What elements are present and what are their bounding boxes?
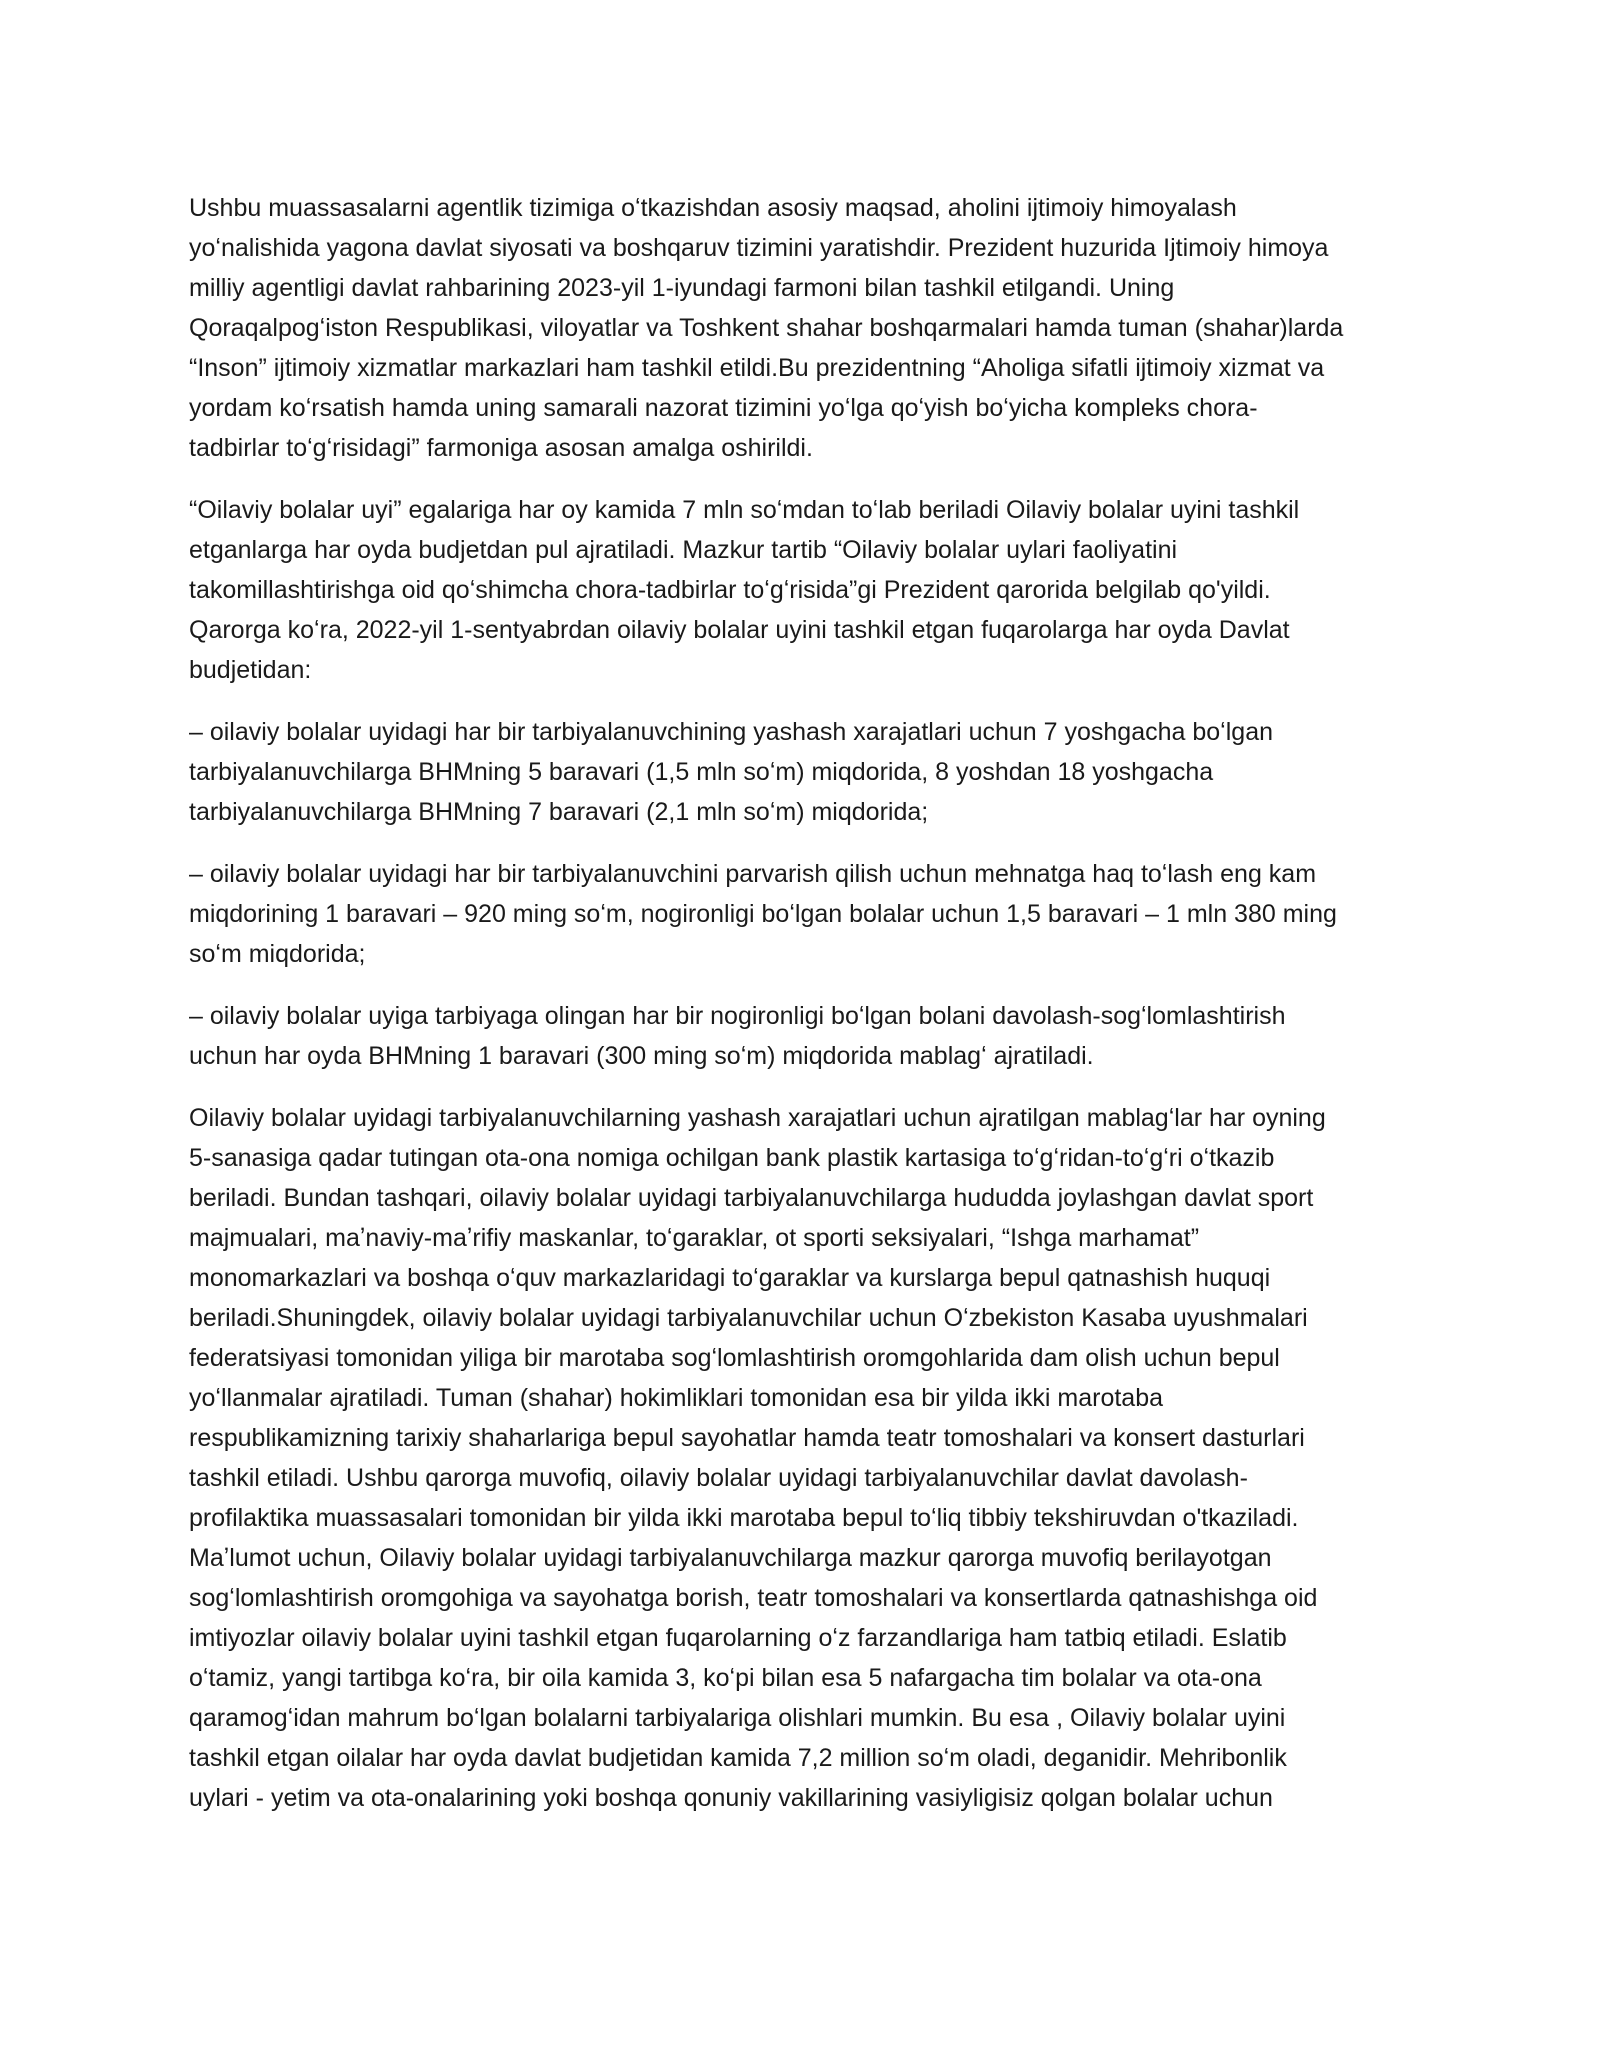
list-item-disability-treatment <box>189 996 1429 1076</box>
text-line: imtiyozlar oilaviy bolalar uyini tashkil etgan fuqarolarning oʻz farzandlariga ham tatbiq etiladi. Eslatib <box>189 1624 1287 1652</box>
text-line: – oilaviy bolalar uyidagi har bir tarbiyalanuvchini parvarish qilish uchun mehnatga haq toʻlash eng kam <box>189 860 1317 888</box>
text-line: “Oilaviy bolalar uyi” egalariga har oy kamida 7 mln soʻmdan toʻlab beriladi Oilaviy bolalar uyini tashkil <box>189 496 1300 524</box>
text-line: – oilaviy bolalar uyiga tarbiyaga olingan har bir nogironligi boʻlgan bolani davolash-sogʻlomlashtirish <box>189 1002 1286 1030</box>
text-line: yoʻllanmalar ajratiladi. Tuman (shahar) hokimliklari tomonidan esa bir yilda ikki marotaba <box>189 1384 1164 1412</box>
text-line: yoʻnalishida yagona davlat siyosati va boshqaruv tizimini yaratishdir. Prezident huzurida Ijtimoiy himoya <box>189 234 1329 262</box>
text-line: takomillashtirishga oid qoʻshimcha chora-tadbirlar toʻgʻrisida”gi Prezident qarorida belgilab qo'yildi. <box>189 576 1271 604</box>
text-line: beriladi. Bundan tashqari, oilaviy bolalar uyidagi tarbiyalanuvchilarga hududda joylashgan davlat sport <box>189 1184 1314 1212</box>
text-line: Ushbu muassasalarni agentlik tizimiga oʻtkazishdan asosiy maqsad, aholini ijtimoiy himoyalash <box>189 194 1237 222</box>
text-line: uchun har oyda BHMning 1 baravari (300 ming soʻm) miqdorida mablagʻ ajratiladi. <box>189 1042 1094 1070</box>
text-line: monomarkazlari va boshqa oʻquv markazlaridagi toʻgaraklar va kurslarga bepul qatnashish huquqi <box>189 1264 1271 1292</box>
text-line: Maʼlumot uchun, Oilaviy bolalar uyidagi tarbiyalanuvchilarga mazkur qarorga muvofiq berilayotgan <box>189 1544 1272 1572</box>
text-line: oʻtamiz, yangi tartibga koʻra, bir oila kamida 3, koʻpi bilan esa 5 nafargacha tim bolalar va ota-ona <box>189 1664 1262 1692</box>
text-line: etganlarga har oyda budjetdan pul ajratiladi. Mazkur tartib “Oilaviy bolalar uylari faoliyatini <box>189 536 1178 564</box>
paragraph-family-homes-funding <box>189 490 1429 690</box>
text-line: 5-sanasiga qadar tutingan ota-ona nomiga ochilgan bank plastik kartasiga toʻgʻridan-toʻgʻri oʻtkazib <box>189 1144 1275 1172</box>
text-line: Oilaviy bolalar uyidagi tarbiyalanuvchilarning yashash xarajatlari uchun ajratilgan mablagʻlar har oyning <box>189 1104 1326 1132</box>
text-line: sogʻlomlashtirish oromgohiga va sayohatga borish, teatr tomoshalari va konsertlarda qatnashishga oid <box>189 1584 1318 1612</box>
text-line: tashkil etiladi. Ushbu qarorga muvofiq, oilaviy bolalar uyidagi tarbiyalanuvchilar davlat davolash- <box>189 1464 1248 1492</box>
text-line: tarbiyalanuvchilarga BHMning 5 baravari (1,5 mln soʻm) miqdorida, 8 yoshdan 18 yoshgacha <box>189 758 1214 786</box>
paragraph-benefits-details <box>189 1098 1429 1818</box>
text-line: soʻm miqdorida; <box>189 940 366 968</box>
text-line: respublikamizning tarixiy shaharlariga bepul sayohatlar hamda teatr tomoshalari va konsert dasturlari <box>189 1424 1305 1452</box>
text-line: milliy agentligi davlat rahbarining 2023-yil 1-iyundagi farmoni bilan tashkil etilgandi. Uning <box>189 274 1175 302</box>
list-item-care-payment <box>189 854 1429 974</box>
text-line: uylari - yetim va ota-onalarining yoki boshqa qonuniy vakillarining vasiyligisiz qolgan bolalar uchun <box>189 1784 1273 1812</box>
text-line: “Inson” ijtimoiy xizmatlar markazlari ham tashkil etildi.Bu prezidentning “Aholiga sifatli ijtimoiy xizmat va <box>189 354 1325 382</box>
list-item-living-expenses <box>189 712 1429 832</box>
text-line: tadbirlar toʻgʻrisidagi” farmoniga asosan amalga oshirildi. <box>189 434 813 462</box>
text-line: tashkil etgan oilalar har oyda davlat budjetidan kamida 7,2 million soʻm oladi, deganidir. Mehribonlik <box>189 1744 1287 1772</box>
text-line: qaramogʻidan mahrum boʻlgan bolalarni tarbiyalariga olishlari mumkin. Bu esa , Oilaviy bolalar uyini <box>189 1704 1286 1732</box>
text-line: budjetidan: <box>189 656 312 684</box>
text-line: beriladi.Shuningdek, oilaviy bolalar uyidagi tarbiyalanuvchilar uchun Oʻzbekiston Kasaba uyushmalari <box>189 1304 1308 1332</box>
document-body <box>189 188 1429 1840</box>
text-line: Qarorga koʻra, 2022-yil 1-sentyabrdan oilaviy bolalar uyini tashkil etgan fuqarolarga har oyda Davlat <box>189 616 1290 644</box>
text-line: tarbiyalanuvchilarga BHMning 7 baravari (2,1 mln soʻm) miqdorida; <box>189 798 929 826</box>
paragraph-agency-purpose <box>189 188 1429 468</box>
text-line: profilaktika muassasalari tomonidan bir yilda ikki marotaba bepul toʻliq tibbiy tekshiruvdan o'tkaziladi. <box>189 1504 1299 1532</box>
text-line: Qoraqalpogʻiston Respublikasi, viloyatlar va Toshkent shahar boshqarmalari hamda tuman (shahar)larda <box>189 314 1344 342</box>
text-line: miqdorining 1 baravari – 920 ming soʻm, nogironligi boʻlgan bolalar uchun 1,5 baravari – 1 mln 380 ming <box>189 900 1337 928</box>
text-line: federatsiyasi tomonidan yiliga bir marotaba sogʻlomlashtirish oromgohlarida dam olish uchun bepul <box>189 1344 1280 1372</box>
text-line: – oilaviy bolalar uyidagi har bir tarbiyalanuvchining yashash xarajatlari uchun 7 yoshgacha boʻlgan <box>189 718 1273 746</box>
text-line: yordam koʻrsatish hamda uning samarali nazorat tizimini yoʻlga qoʻyish boʻyicha kompleks chora- <box>189 394 1258 422</box>
text-line: majmualari, maʼnaviy-maʼrifiy maskanlar, toʻgaraklar, ot sporti seksiyalari, “Ishga marhamat” <box>189 1224 1200 1252</box>
